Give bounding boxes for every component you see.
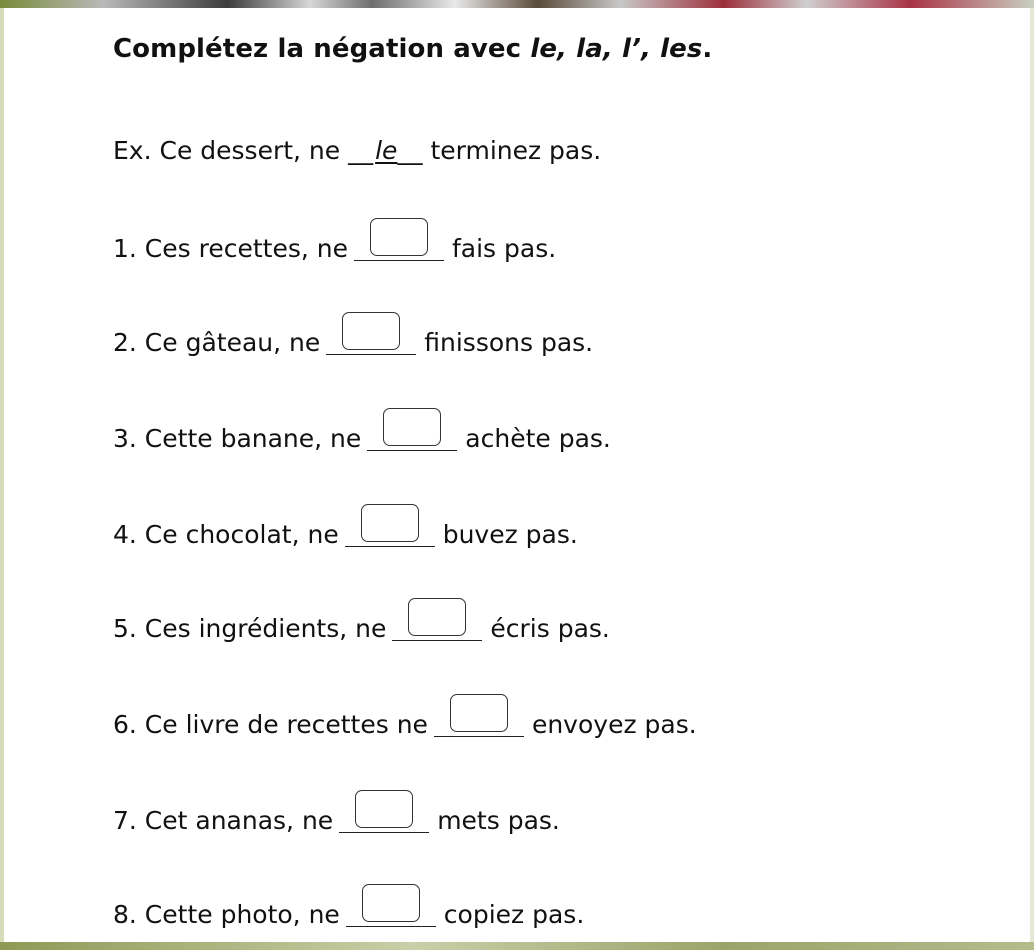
example-before: Ex. Ce dessert, ne __ bbox=[113, 136, 374, 165]
example-answer-trail: __ bbox=[397, 136, 423, 165]
item-5-before: 5. Ces ingrédients, ne bbox=[113, 614, 387, 643]
exercise-item-7 bbox=[113, 796, 560, 836]
example-after: terminez pas. bbox=[430, 136, 602, 165]
item-5-after: écris pas. bbox=[490, 614, 610, 643]
instructions-options: le, la, l’, les bbox=[530, 34, 703, 64]
item-3-underline bbox=[367, 450, 457, 451]
item-3-answer-box[interactable] bbox=[383, 408, 441, 446]
exercise-item-5 bbox=[113, 604, 610, 644]
item-8-before: 8. Cette photo, ne bbox=[113, 900, 340, 929]
item-5-answer-box[interactable] bbox=[408, 598, 466, 636]
item-2-blank bbox=[326, 318, 416, 358]
item-6-underline bbox=[434, 736, 524, 737]
exercise-item-2 bbox=[113, 318, 593, 358]
item-4-blank bbox=[345, 510, 435, 550]
photo-top-edge bbox=[0, 0, 1034, 8]
item-6-before: 6. Ce livre de recettes ne bbox=[113, 710, 428, 739]
item-4-underline bbox=[345, 546, 435, 547]
item-5-blank bbox=[392, 604, 482, 644]
item-1-blank bbox=[354, 224, 444, 264]
exercise-item-8 bbox=[113, 890, 584, 930]
item-3-before: 3. Cette banane, ne bbox=[113, 424, 362, 453]
item-8-after: copiez pas. bbox=[443, 900, 585, 929]
exercise-item-6 bbox=[113, 700, 697, 740]
item-7-blank bbox=[339, 796, 429, 836]
item-1-answer-box[interactable] bbox=[370, 218, 428, 256]
worksheet bbox=[0, 8, 1034, 942]
instructions-heading bbox=[113, 34, 712, 64]
item-1-underline bbox=[354, 260, 444, 261]
item-6-blank bbox=[434, 700, 524, 740]
item-4-before: 4. Ce chocolat, ne bbox=[113, 520, 339, 549]
item-3-blank bbox=[367, 414, 457, 454]
item-3-after: achète pas. bbox=[465, 424, 611, 453]
instructions-prefix: Complétez la négation avec bbox=[113, 34, 531, 64]
item-1-before: 1. Ces recettes, ne bbox=[113, 234, 348, 263]
example-answer-word: le bbox=[375, 136, 398, 165]
instructions-suffix: . bbox=[702, 34, 713, 64]
item-7-answer-box[interactable] bbox=[355, 790, 413, 828]
item-7-before: 7. Cet ananas, ne bbox=[113, 806, 334, 835]
item-2-before: 2. Ce gâteau, ne bbox=[113, 328, 321, 357]
item-6-after: envoyez pas. bbox=[531, 710, 697, 739]
item-2-after: finissons pas. bbox=[424, 328, 594, 357]
photo-bottom-edge bbox=[0, 942, 1034, 950]
exercise-item-4 bbox=[113, 510, 578, 550]
item-6-answer-box[interactable] bbox=[450, 694, 508, 732]
item-8-underline bbox=[346, 926, 436, 927]
item-7-after: mets pas. bbox=[437, 806, 560, 835]
item-2-answer-box[interactable] bbox=[342, 312, 400, 350]
item-8-blank bbox=[346, 890, 436, 930]
item-7-underline bbox=[339, 832, 429, 833]
item-4-answer-box[interactable] bbox=[361, 504, 419, 542]
exercise-item-3 bbox=[113, 414, 611, 454]
item-2-underline bbox=[326, 354, 416, 355]
example-line bbox=[113, 126, 601, 166]
item-8-answer-box[interactable] bbox=[362, 884, 420, 922]
item-5-underline bbox=[392, 640, 482, 641]
example-answer bbox=[375, 136, 422, 166]
item-4-after: buvez pas. bbox=[442, 520, 578, 549]
exercise-item-1 bbox=[113, 224, 556, 264]
item-1-after: fais pas. bbox=[451, 234, 557, 263]
